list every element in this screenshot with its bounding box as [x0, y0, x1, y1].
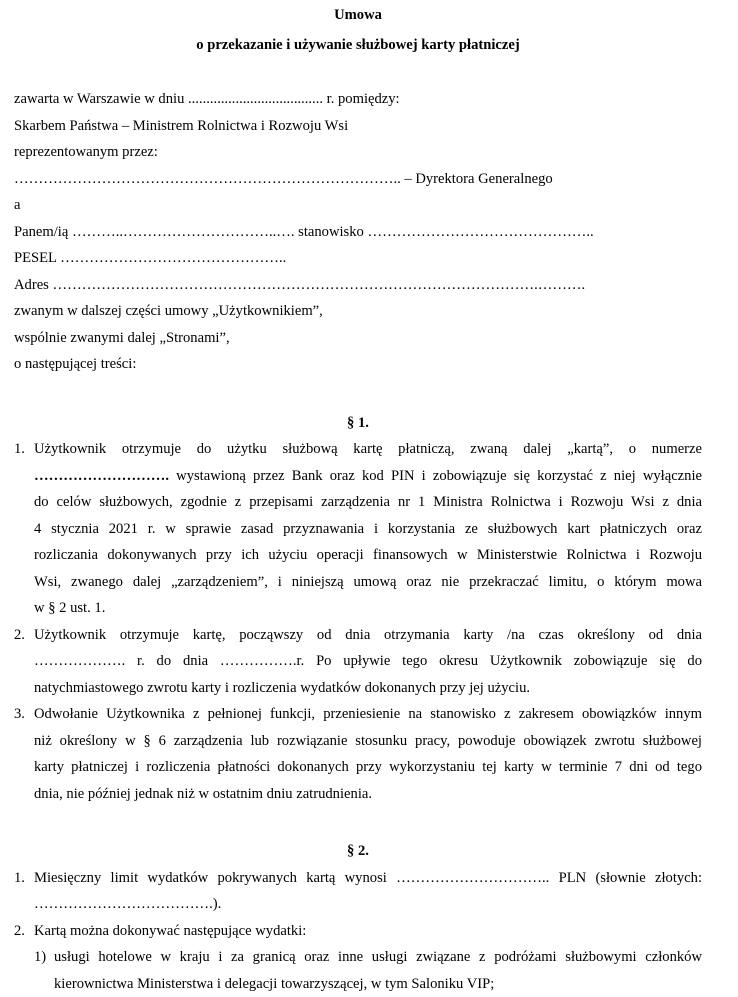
card-number-blank: ……………………….: [34, 468, 169, 484]
subitem-number: 1): [34, 944, 46, 971]
section-1-heading: § 1.: [14, 410, 702, 437]
subitem-line: kierownictwa Ministerstwa i delegacji towarzyszącej, w tym Saloniku VIP;: [54, 971, 702, 997]
intro-line-represented-by: reprezentowanym przez:: [14, 139, 702, 166]
document-subtitle: o przekazanie i używanie służbowej karty płatniczej: [14, 32, 702, 59]
clause-line: w § 2 ust. 1.: [34, 595, 702, 622]
section-2-heading: § 2.: [14, 838, 702, 865]
intro-line-address: Adres ……………………………………………………………………………………….……….: [14, 272, 702, 299]
intro-line-party-treasury: Skarbem Państwa – Ministrem Rolnictwa i Rozwoju Wsi: [14, 113, 702, 140]
clause-text: [34, 622, 702, 702]
intro-line-following-content: o następującej treści:: [14, 351, 702, 378]
contract-intro: [14, 86, 702, 378]
section-1-clauses: [14, 436, 702, 807]
clause-text: [34, 865, 702, 918]
clause-line: karty płatniczej i rozliczenia płatności dokonanych przy wykorzystaniu tej karty w terminie 7 dni od tego: [34, 754, 702, 781]
clause-line: Użytkownik otrzymuje do użytku służbową kartę płatniczą, zwaną dalej „kartą”, o numerze: [34, 436, 702, 463]
clause-line: Użytkownik otrzymuje kartę, począwszy od dnia otrzymania karty /na czas określony od dnia: [34, 622, 702, 649]
section-1-clause-3: [14, 701, 702, 807]
section-1-clause-1: [14, 436, 702, 622]
clause-number: 2.: [14, 918, 25, 945]
section-2-clause-2: [14, 918, 702, 997]
subitem-text: [54, 944, 702, 997]
document-title: Umowa: [14, 2, 702, 29]
section-2-clauses: [14, 865, 702, 997]
clause-line: Kartą można dokonywać następujące wydatki:: [34, 918, 702, 945]
clause-line: ………………. r. do dnia …………….r. Po upływie tego okresu Użytkownik zobowiązuje się do: [34, 648, 702, 675]
clause-text: [34, 701, 702, 807]
intro-line-user-definition: zwanym w dalszej części umowy „Użytkownikiem”,: [14, 298, 702, 325]
clause-line-text: wystawioną przez Bank oraz kod PIN i zobowiązuje się korzystać z niej wyłącznie: [176, 468, 702, 484]
section-1-clause-2: [14, 622, 702, 702]
clause-line: Miesięczny limit wydatków pokrywanych kartą wynosi ………………………….. PLN (słownie złotych:: [34, 865, 702, 892]
clause-line: natychmiastowego zwrotu karty i rozliczenia wydatków dokonanych przy jej użyciu.: [34, 675, 702, 702]
clause-number: 1.: [14, 436, 25, 463]
intro-line-pesel: PESEL ………………………………………..: [14, 245, 702, 272]
clause-text: [34, 436, 702, 622]
clause-line: do celów służbowych, zgodnie z przepisami zarządzenia nr 1 Ministra Rolnictwa i Rozwoju Wsi z dnia: [34, 489, 702, 516]
section-2-clause-1: [14, 865, 702, 918]
document-page: [0, 2, 738, 979]
clause-line: dnia, nie później jednak niż w ostatnim dniu zatrudnienia.: [34, 781, 702, 808]
clause-number: 1.: [14, 865, 25, 892]
subitem-line: usługi hotelowe w kraju i za granicą oraz inne usługi związane z podróżami służbowymi członków: [54, 944, 702, 971]
intro-line-place-date: zawarta w Warszawie w dniu ..................................... r. pomiędzy:: [14, 86, 702, 113]
clause-number: 2.: [14, 622, 25, 649]
intro-line-and: a: [14, 192, 702, 219]
clause-line: rozliczania dokonywanych przy ich użyciu operacji finansowych w Ministerstwie Rolnictwa i Rozwoju: [34, 542, 702, 569]
intro-line-parties-definition: wspólnie zwanymi dalej „Stronami”,: [14, 325, 702, 352]
intro-line-director-general: …………………………………………………………………….. – Dyrektora Generalnego: [14, 166, 702, 193]
clause-number: 3.: [14, 701, 25, 728]
section-2-clause-2-subitem-1: [34, 944, 702, 997]
clause-line: 4 stycznia 2021 r. w sprawie zasad przyznawania i korzystania ze służbowych kart płatniczych oraz: [34, 516, 702, 543]
clause-text: [34, 918, 702, 945]
clause-line: [34, 463, 702, 490]
section-2-clause-2-subitems: [34, 944, 702, 997]
clause-line: Wsi, zwanego dalej „zarządzeniem”, i niniejszą umową oraz nie przekraczać limitu, o którym mowa: [34, 569, 702, 596]
clause-line: ……………………………….).: [34, 891, 702, 918]
clause-line: Odwołanie Użytkownika z pełnionej funkcji, przeniesienie na stanowisko z zakresem obowiązków innym: [34, 701, 702, 728]
intro-line-name-position: Panem/ią ………..…………………………..…. stanowisko ………………………………………..: [14, 219, 702, 246]
clause-line: niż określony w § 6 zarządzenia lub rozwiązanie stosunku pracy, powoduje obowiązek zwrotu służbowej: [34, 728, 702, 755]
